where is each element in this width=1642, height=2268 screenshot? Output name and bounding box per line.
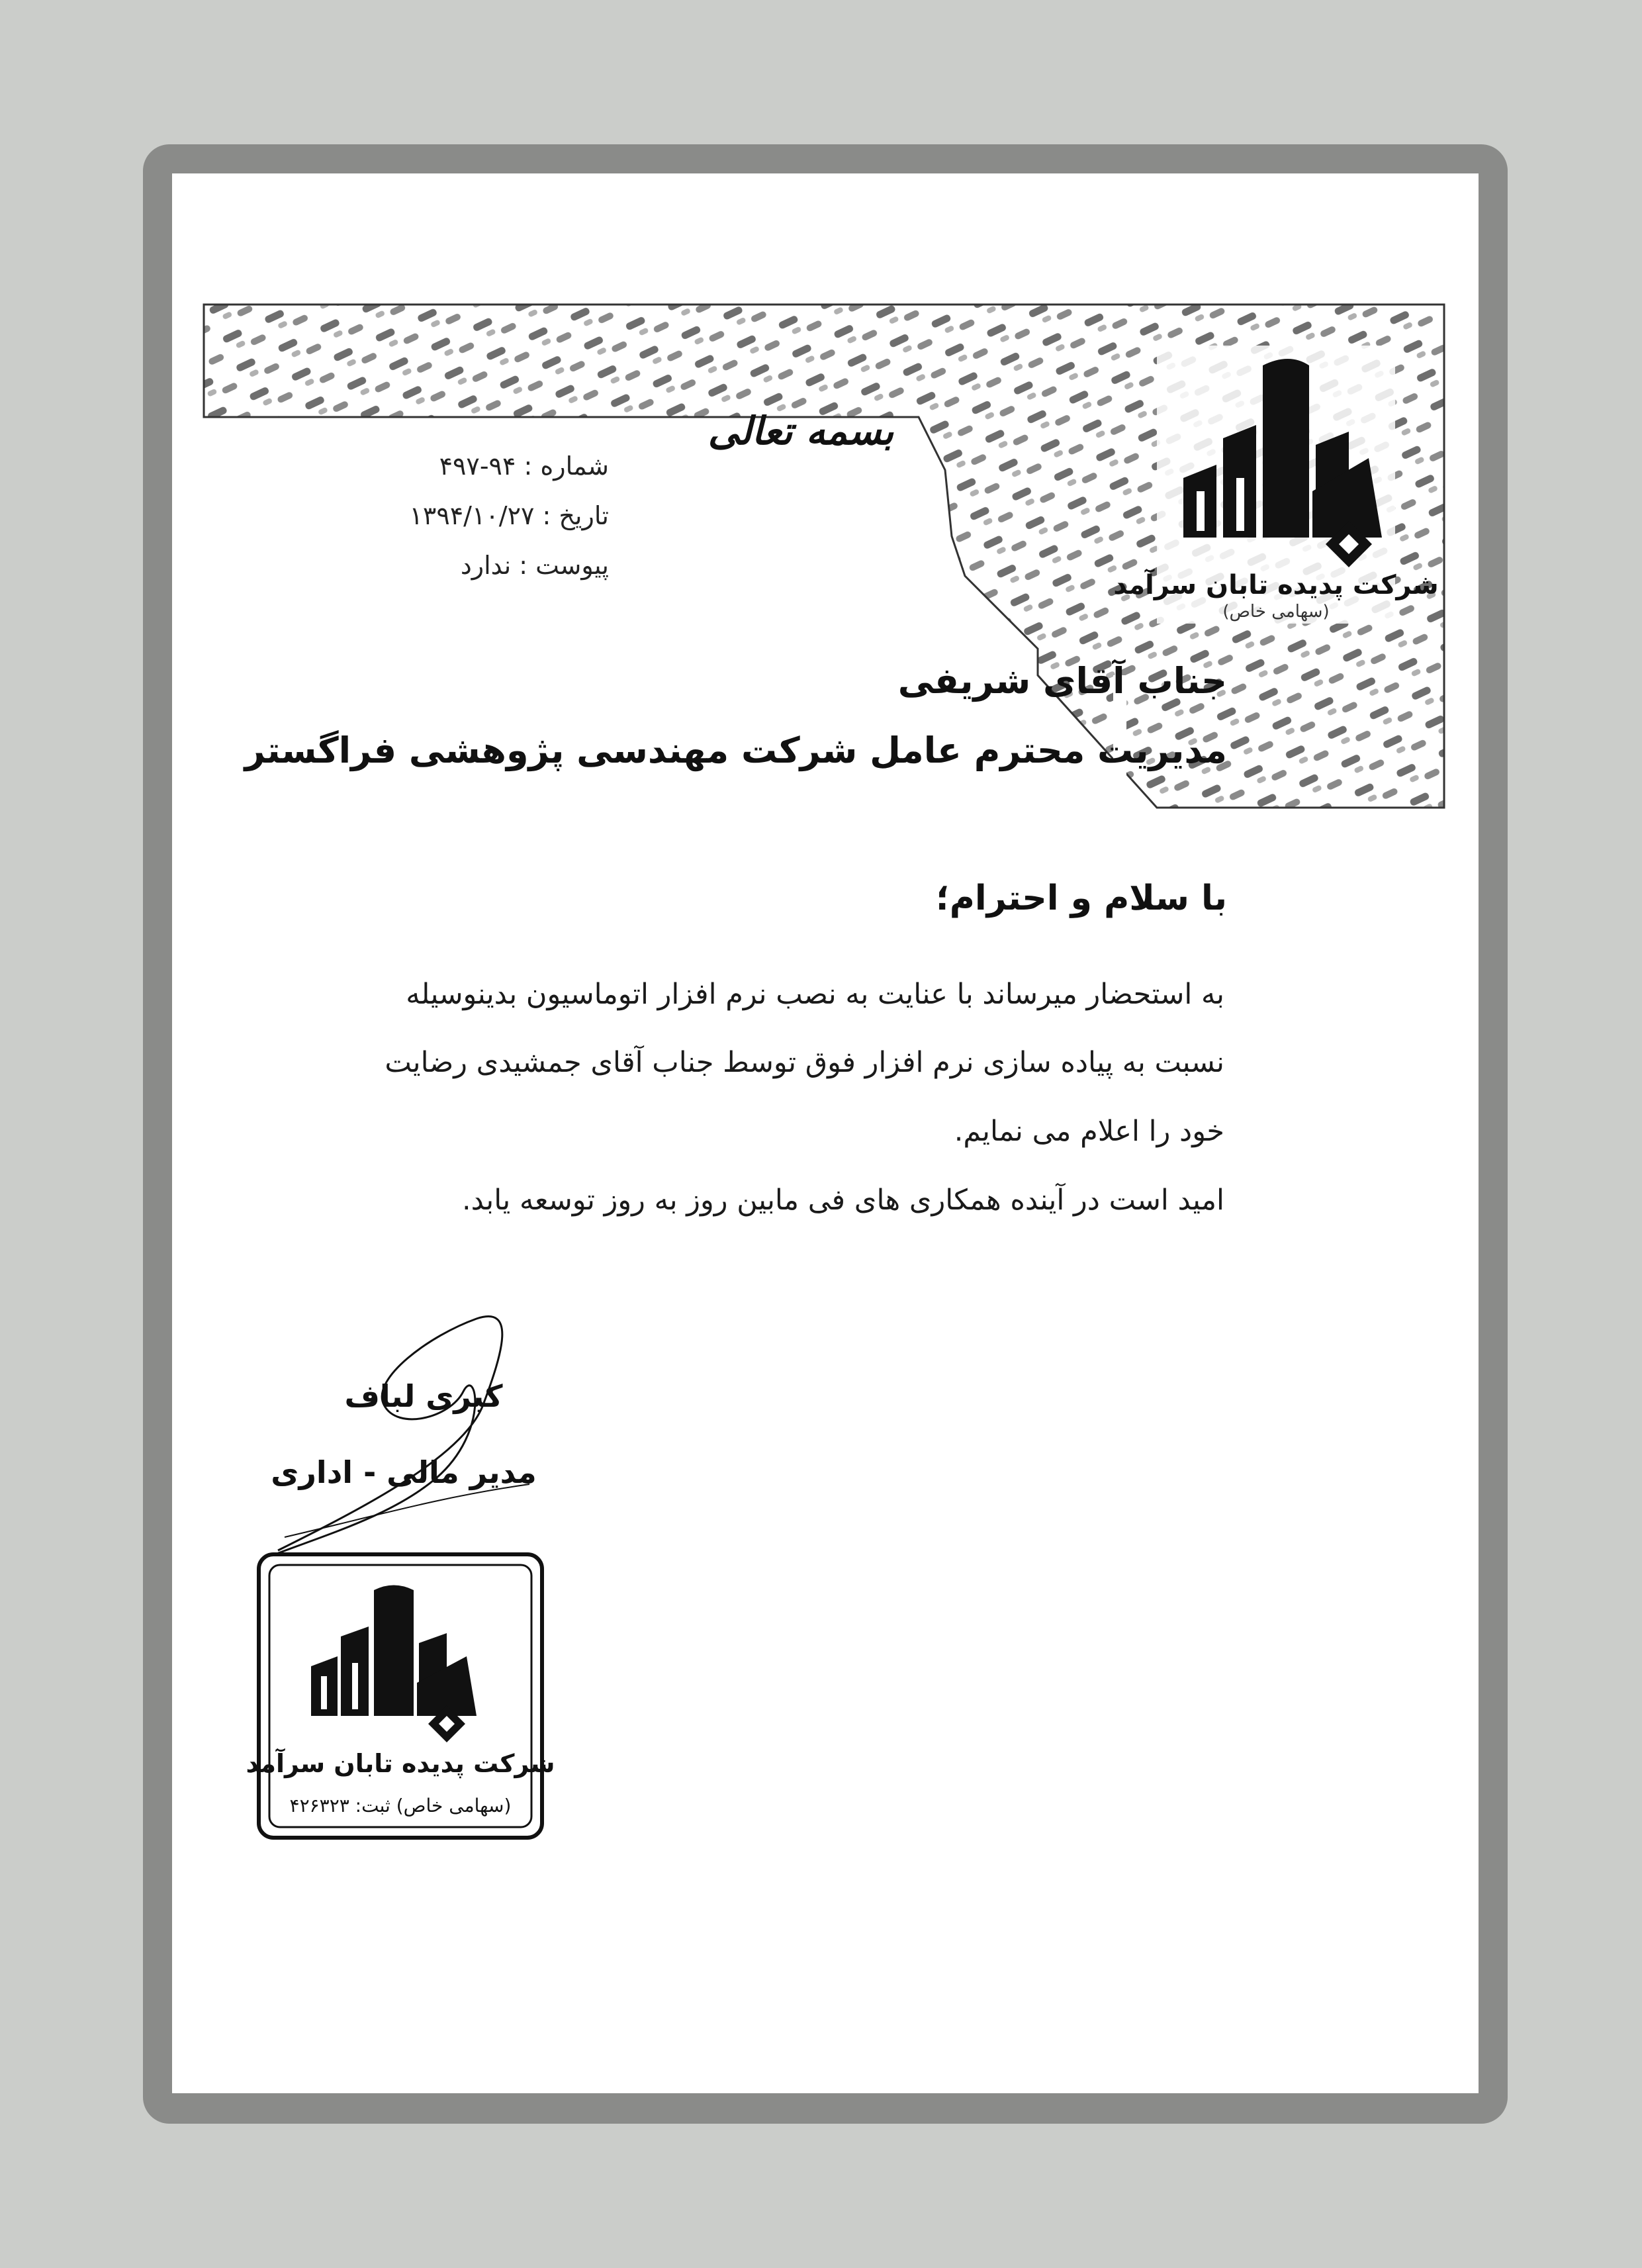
attachment-label: پیوست : [519,551,609,580]
logo-company-type: (سهامی خاص) [1222,602,1330,622]
letter-date [212,501,609,530]
company-stamp [246,1550,555,1842]
body-line-1: به استحضار میرساند با عنایت به نصب نرم افزار اتوماسیون بدینوسیله [406,978,1224,1011]
letter-number [212,451,609,481]
handwritten-signature [238,1299,582,1564]
number-value: ۹۴-۴۹۷ [439,451,516,481]
body-line-2: نسبت به پیاده سازی نرم افزار فوق توسط جناب آقای جمشیدی رضایت [385,1046,1224,1079]
attachment-value: ندارد [460,551,512,580]
recipient-title: مدیریت محترم عامل شرکت مهندسی پژوهشی فراگستر [244,730,1227,771]
basmala: بسمه تعالی [707,408,894,453]
letter-attachment [212,551,609,580]
company-logo [1113,346,1439,624]
stamp-registration: (سهامی خاص) ثبت: ۴۲۶۳۲۳ [289,1795,512,1817]
body-line-4: امید است در آینده همکاری های فی مابین روز به روز توسعه یابد. [462,1184,1224,1217]
date-value: ۱۳۹۴/۱۰/۲۷ [409,501,535,530]
document-page [172,173,1479,2093]
signatory-name: کبری لباف [344,1378,503,1414]
number-label: شماره : [524,451,609,481]
body-line-3: خود را اعلام می نمایم. [954,1115,1224,1148]
stamp-company-name: شرکت پدیده تابان سرآمد [246,1749,555,1778]
logo-company-name: شرکت پدیده تابان سرآمد [1113,570,1439,600]
greeting: با سلام و احترام؛ [935,878,1227,918]
date-label: تاریخ : [542,501,609,530]
recipient-name: جناب آقای شریفی [897,660,1227,702]
signatory-title: مدیر مالی - اداری [271,1454,537,1490]
